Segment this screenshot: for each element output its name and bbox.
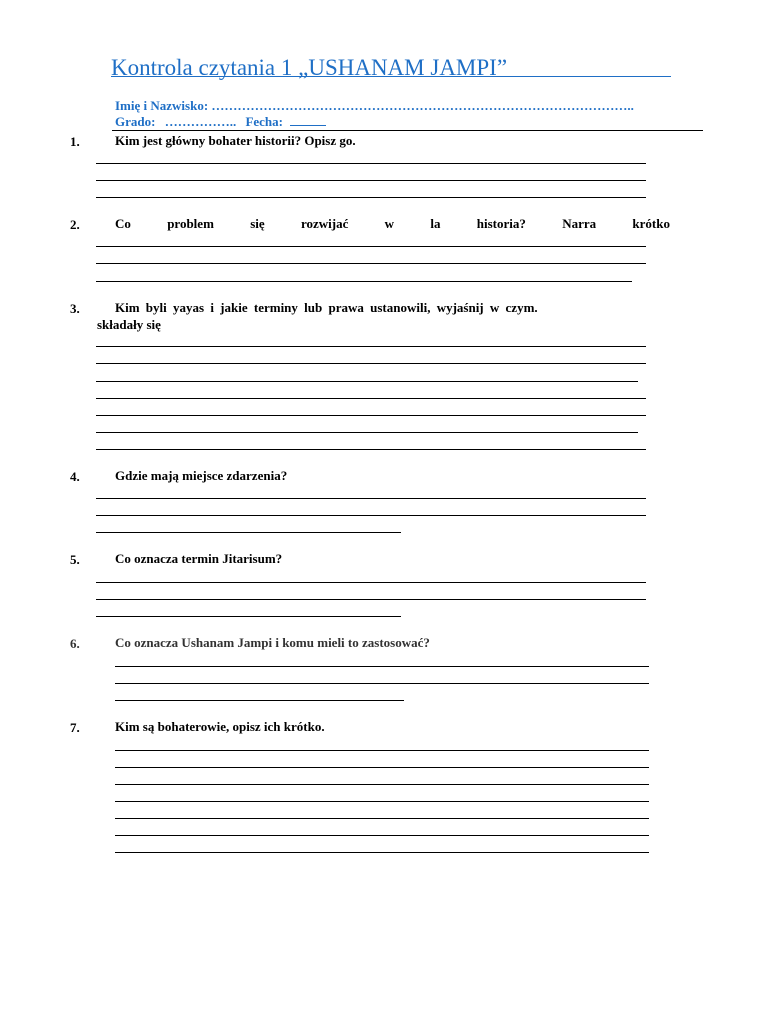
grade-label: Grado:	[115, 114, 156, 129]
answer-line[interactable]	[115, 852, 649, 853]
answer-line[interactable]	[96, 616, 401, 617]
question-text: Kim byli yayas i jakie terminy lub prawa ustanowili, wyjaśnij w czym.	[115, 300, 538, 315]
question-text: Gdzie mają miejsce zdarzenia?	[115, 468, 288, 483]
answer-line[interactable]	[96, 449, 646, 450]
answer-line[interactable]	[96, 532, 401, 533]
answer-line[interactable]	[96, 582, 646, 583]
answer-line[interactable]	[96, 498, 646, 499]
name-field[interactable]: ……………………………………………………………………………………..	[211, 98, 634, 113]
question-number: 4.	[70, 469, 80, 484]
question-number: 6.	[70, 636, 80, 651]
answer-line[interactable]	[96, 432, 638, 433]
grade-field[interactable]: ……………..	[164, 114, 237, 129]
question-number: 7.	[70, 720, 80, 735]
answer-line[interactable]	[115, 767, 649, 768]
answer-line[interactable]	[115, 784, 649, 785]
answer-line[interactable]	[96, 163, 646, 164]
date-field[interactable]	[290, 115, 326, 126]
answer-line[interactable]	[115, 683, 649, 684]
answer-line[interactable]	[96, 246, 646, 247]
answer-line[interactable]	[115, 700, 404, 701]
answer-line[interactable]	[96, 363, 646, 364]
answer-line[interactable]	[96, 346, 646, 347]
answer-line[interactable]	[115, 750, 649, 751]
question-text: Kim jest główny bohater historii? Opisz go.	[115, 133, 356, 148]
grade-date-row	[115, 114, 326, 129]
answer-line[interactable]	[96, 599, 646, 600]
answer-line[interactable]	[115, 835, 649, 836]
title-underline	[111, 76, 671, 77]
question-text: Co problem się rozwijać w la historia? Narra krótko	[115, 216, 670, 231]
name-row	[115, 98, 634, 113]
question-text-continued: składały się	[97, 317, 161, 332]
answer-line[interactable]	[96, 180, 646, 181]
answer-line[interactable]	[96, 381, 638, 382]
answer-line[interactable]	[96, 398, 646, 399]
question-number: 5.	[70, 552, 80, 567]
name-label: Imię i Nazwisko:	[115, 98, 209, 113]
answer-line[interactable]	[96, 415, 646, 416]
answer-line[interactable]	[96, 281, 632, 282]
question-number: 2.	[70, 217, 80, 232]
question-number: 3.	[70, 301, 80, 316]
answer-line[interactable]	[115, 666, 649, 667]
date-label: Fecha:	[245, 114, 283, 129]
page-title: Kontrola czytania 1 „USHANAM JAMPI”	[111, 55, 508, 80]
question-text: Co oznacza termin Jitarisum?	[115, 551, 283, 566]
answer-line[interactable]	[96, 263, 646, 264]
answer-line[interactable]	[115, 801, 649, 802]
answer-line[interactable]	[96, 197, 646, 198]
answer-line[interactable]	[115, 818, 649, 819]
question-number: 1.	[70, 134, 80, 149]
question-text: Kim są bohaterowie, opisz ich krótko.	[115, 719, 325, 734]
header-rule	[112, 130, 703, 131]
question-text: Co oznacza Ushanam Jampi i komu mieli to zastosować?	[115, 635, 430, 650]
answer-line[interactable]	[96, 515, 646, 516]
